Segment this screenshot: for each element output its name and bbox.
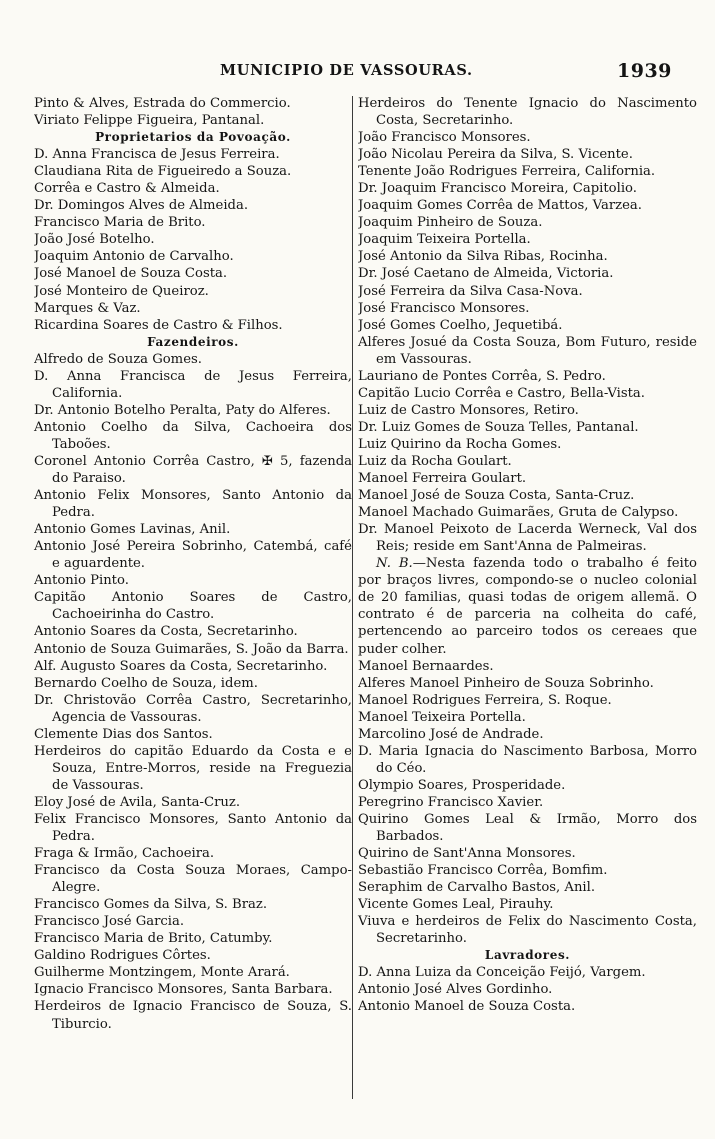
directory-entry: Quirino Gomes Leal & Irmão, Morro dos Barbados. <box>358 811 697 845</box>
directory-entry: Capitão Antonio Soares de Castro, Cachoeirinha do Castro. <box>34 590 352 623</box>
directory-entry: Francisco da Costa Souza Moraes, Campo-Alegre. <box>34 863 352 896</box>
directory-entry: Antonio Pinto. <box>34 573 129 589</box>
directory-entry: Herdeiros do capitão Eduardo da Costa e e Souza, Entre-Morros, reside na Freguezia de Vassouras. <box>34 743 352 793</box>
directory-entry: Francisco José Garcia. <box>34 914 185 930</box>
directory-entry: D. Anna Francisca de Jesus Ferreira. <box>34 147 280 163</box>
note-text: —Nesta fazenda todo o trabalho é feito por braços livres, compondo-se o nucleo colonial de 20 familias, quasi todas de origem allemã. O contrato é de parceria na colheita do café, pertencendo ao parceiro todos os cereaes que puder colher. <box>358 556 697 657</box>
directory-entry: D. Maria Ignacia do Nascimento Barbosa, Morro do Céo. <box>358 743 697 776</box>
directory-entry: Antonio José Alves Gordinho. <box>358 982 553 998</box>
directory-entry: Manoel José de Souza Costa, Santa-Cruz. <box>358 488 635 504</box>
directory-entry: Bernardo Coelho de Souza, idem. <box>34 675 258 691</box>
directory-entry: Antonio José Pereira Sobrinho, Catembá, café e aguardente. <box>34 539 352 572</box>
directory-entry: Manoel Ferreira Goulart. <box>358 471 527 487</box>
right-column <box>358 95 697 1016</box>
directory-entry: Joaquim Antonio de Carvalho. <box>34 249 234 265</box>
page-number: 1939 <box>617 60 672 82</box>
directory-entry: Guilherme Montzingem, Monte Arará. <box>34 965 290 981</box>
directory-entry: Quirino de Sant'Anna Monsores. <box>358 846 576 862</box>
directory-entry: José Monteiro de Queiroz. <box>34 283 209 299</box>
directory-entry: João Francisco Monsores. <box>358 130 531 146</box>
directory-entry: Galdino Rodrigues Côrtes. <box>34 948 211 964</box>
page-header <box>0 60 715 92</box>
directory-entry: Manoel Teixeira Portella. <box>358 709 526 725</box>
directory-entry: Manoel Rodrigues Ferreira, S. Roque. <box>358 692 612 708</box>
directory-entry: Antonio Gomes Lavinas, Anil. <box>34 522 231 538</box>
directory-entry: Felix Francisco Monsores, Santo Antonio da Pedra. <box>34 811 352 845</box>
section-heading: Proprietarios da Povoação. <box>95 130 291 145</box>
directory-entry: Dr. Antonio Botelho Peralta, Paty do Alferes. <box>34 402 331 418</box>
directory-entry: Herdeiros de Ignacio Francisco de Souza, S. Tiburcio. <box>34 999 352 1032</box>
directory-entry: João Nicolau Pereira da Silva, S. Vicente. <box>358 147 633 163</box>
directory-entry: Marques & Vaz. <box>34 300 141 316</box>
directory-entry: Dr. Christovão Corrêa Castro, Secretarinho, Agencia de Vassouras. <box>34 692 352 725</box>
directory-entry: Fraga & Irmão, Cachoeira. <box>34 846 215 862</box>
directory-entry: Ignacio Francisco Monsores, Santa Barbara. <box>34 982 333 998</box>
directory-entry: Luiz de Castro Monsores, Retiro. <box>358 402 579 418</box>
directory-entry: Coronel Antonio Corrêa Castro, ✠ 5, fazenda do Paraiso. <box>34 453 352 487</box>
directory-entry: Claudiana Rita de Figueiredo a Souza. <box>34 164 292 180</box>
directory-entry: Alf. Augusto Soares da Costa, Secretarinho. <box>34 658 328 674</box>
directory-entry: Eloy José de Avila, Santa-Cruz. <box>34 794 241 810</box>
directory-entry: Dr. Domingos Alves de Almeida. <box>34 198 249 214</box>
running-title: MUNICIPIO DE VASSOURAS. <box>220 62 473 79</box>
directory-entry: Antonio de Souza Guimarães, S. João da Barra. <box>34 641 349 657</box>
directory-entry: João José Botelho. <box>34 232 155 248</box>
directory-entry: Ricardina Soares de Castro & Filhos. <box>34 317 283 333</box>
directory-entry: José Manoel de Souza Costa. <box>34 266 228 282</box>
directory-entry: Dr. Manoel Peixoto de Lacerda Werneck, Val dos Reis; reside em Sant'Anna de Palmeiras. <box>358 522 697 555</box>
directory-entry: Vicente Gomes Leal, Pirauhy. <box>358 897 554 913</box>
directory-entry: Sebastião Francisco Corrêa, Bomfim. <box>358 863 608 879</box>
directory-entry: D. Anna Francisca de Jesus Ferreira, California. <box>34 368 352 401</box>
directory-entry: José Francisco Monsores. <box>358 300 530 316</box>
section-heading: Lavradores. <box>484 948 571 963</box>
directory-entry: Joaquim Gomes Corrêa de Mattos, Varzea. <box>358 198 642 214</box>
directory-entry: Clemente Dias dos Santos. <box>34 726 213 742</box>
directory-entry: Alfredo de Souza Gomes. <box>34 351 202 367</box>
column-divider <box>352 96 353 1099</box>
directory-entry: Peregrino Francisco Xavier. <box>358 794 544 810</box>
directory-entry: Seraphim de Carvalho Bastos, Anil. <box>358 880 596 896</box>
directory-entry: Marcolino José de Andrade. <box>358 726 544 742</box>
directory-entry: Joaquim Pinheiro de Souza. <box>358 215 543 231</box>
directory-entry: Tenente João Rodrigues Ferreira, California. <box>358 164 656 180</box>
directory-entry: Francisco Maria de Brito. <box>34 215 206 231</box>
directory-entry: Antonio Manoel de Souza Costa. <box>358 999 576 1015</box>
note-label: N. B. <box>376 556 413 572</box>
directory-entry: Luiz da Rocha Goulart. <box>358 453 512 469</box>
directory-entry: Dr. Joaquim Francisco Moreira, Capitolio. <box>358 181 637 197</box>
directory-entry: José Gomes Coelho, Jequetibá. <box>358 317 563 333</box>
directory-entry: Dr. José Caetano de Almeida, Victoria. <box>358 266 614 282</box>
directory-entry: Luiz Quirino da Rocha Gomes. <box>358 436 562 452</box>
directory-entry: Capitão Lucio Corrêa e Castro, Bella-Vista. <box>358 385 645 401</box>
directory-entry: Antonio Felix Monsores, Santo Antonio da Pedra. <box>34 488 352 521</box>
directory-entry: Francisco Gomes da Silva, S. Braz. <box>34 897 268 913</box>
directory-entry: Manoel Machado Guimarães, Gruta de Calypso. <box>358 505 679 521</box>
directory-entry: Viuva e herdeiros de Felix do Nascimento Costa, Secretarinho. <box>358 914 697 947</box>
section-heading: Fazendeiros. <box>147 334 239 349</box>
directory-entry: Olympio Soares, Prosperidade. <box>358 777 566 793</box>
directory-entry: Alferes Manoel Pinheiro de Souza Sobrinho. <box>358 675 654 691</box>
directory-entry: José Ferreira da Silva Casa-Nova. <box>358 283 583 299</box>
directory-entry: Manoel Bernaardes. <box>358 658 494 674</box>
directory-entry: Corrêa e Castro & Almeida. <box>34 181 220 197</box>
directory-entry: Dr. Luiz Gomes de Souza Telles, Pantanal. <box>358 419 639 435</box>
directory-entry: Herdeiros do Tenente Ignacio do Nascimento Costa, Secretarinho. <box>358 96 697 129</box>
directory-entry: Viriato Felippe Figueira, Pantanal. <box>34 113 265 129</box>
directory-entry: Francisco Maria de Brito, Catumby. <box>34 931 273 947</box>
directory-entry: Antonio Coelho da Silva, Cachoeira dos Taboões. <box>34 419 352 452</box>
directory-entry: Antonio Soares da Costa, Secretarinho. <box>34 624 298 640</box>
directory-entry: Joaquim Teixeira Portella. <box>358 232 531 248</box>
directory-entry: José Antonio da Silva Ribas, Rocinha. <box>358 249 608 265</box>
directory-entry: D. Anna Luiza da Conceição Feijó, Vargem. <box>358 965 646 981</box>
directory-entry: Pinto & Alves, Estrada do Commercio. <box>34 96 291 111</box>
note-paragraph <box>358 555 697 657</box>
directory-entry: Lauriano de Pontes Corrêa, S. Pedro. <box>358 368 606 384</box>
directory-entry: Alferes Josué da Costa Souza, Bom Futuro, reside em Vassouras. <box>358 334 697 367</box>
left-column <box>34 95 352 1033</box>
